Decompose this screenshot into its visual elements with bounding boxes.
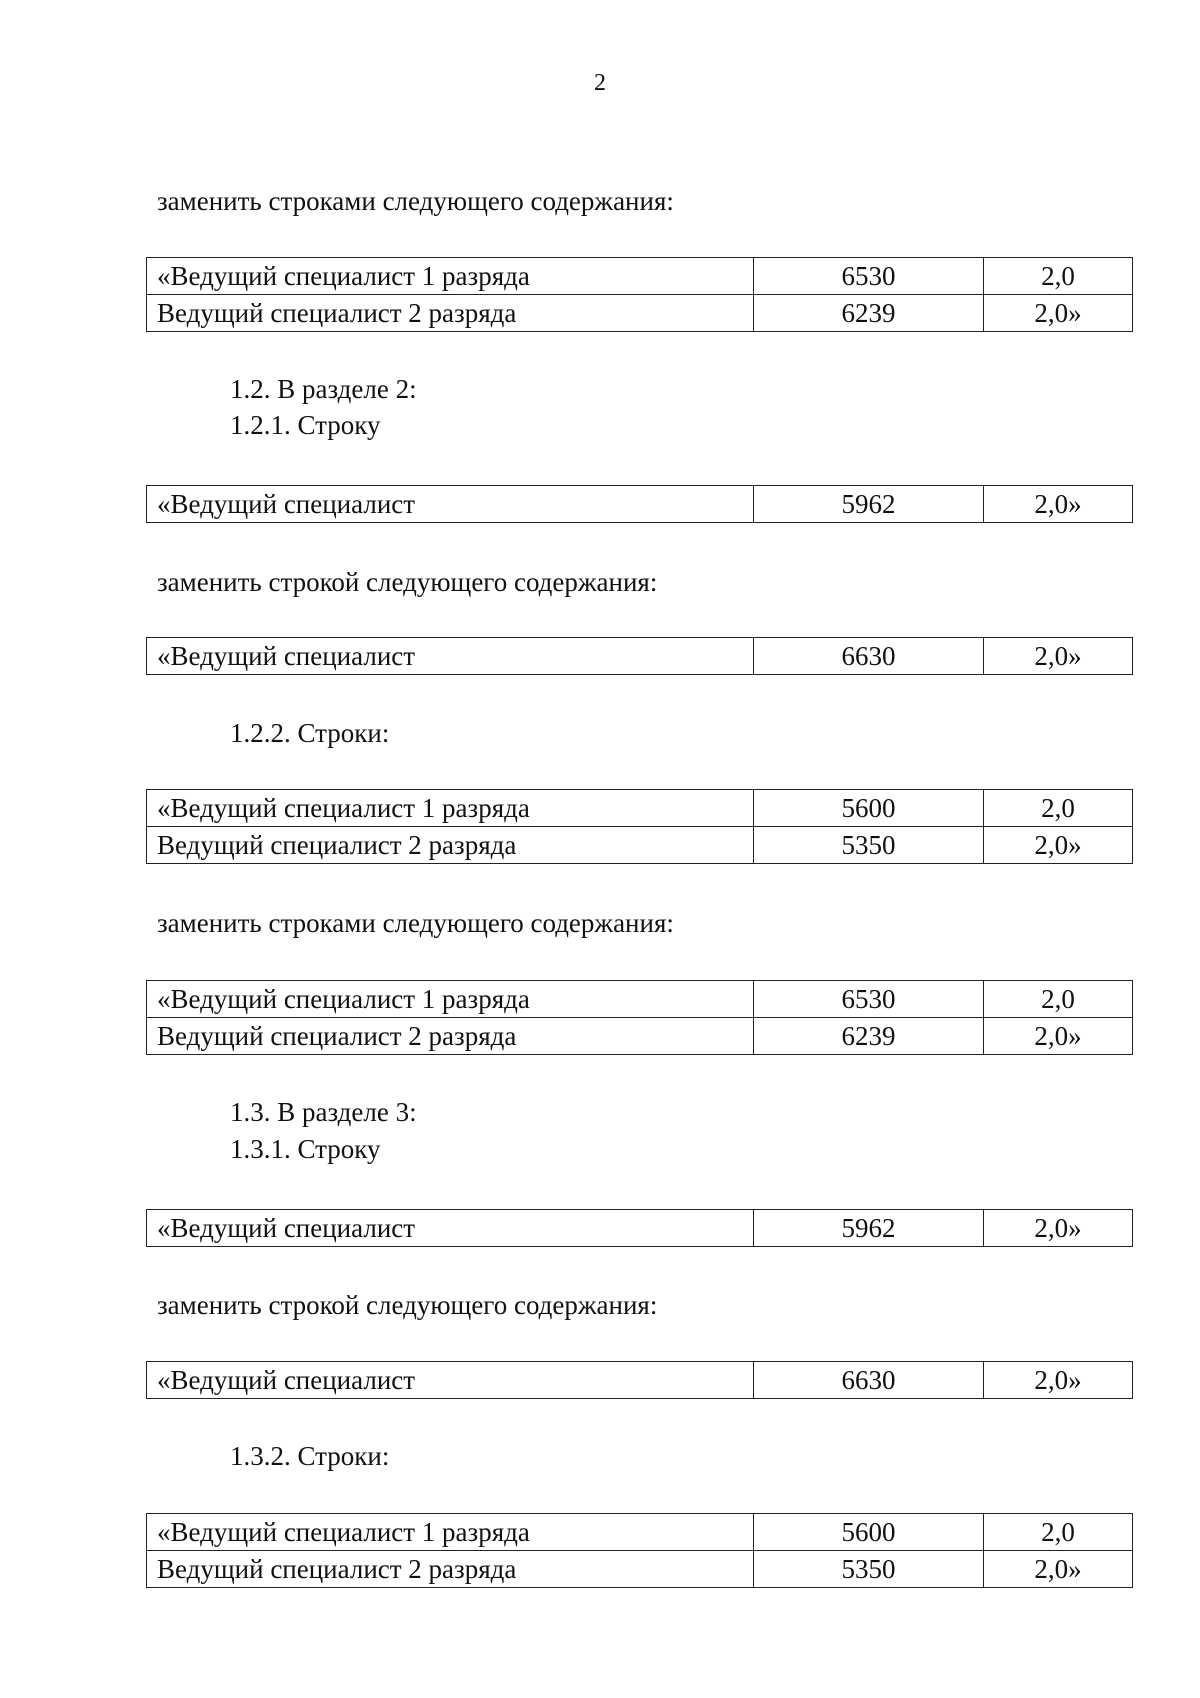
- salary-table: [146, 1209, 1133, 1247]
- instruction-text: заменить строкой следующего содержания:: [157, 567, 658, 597]
- coefficient-cell: 2,0»: [984, 827, 1133, 864]
- salary-cell: 5600: [754, 1514, 984, 1551]
- salary-cell: 5350: [754, 827, 984, 864]
- salary-cell: 6239: [754, 295, 984, 332]
- table-row: [147, 1018, 1133, 1055]
- position-title-cell: «Ведущий специалист 1 разряда: [147, 258, 754, 295]
- position-title-cell: «Ведущий специалист: [147, 486, 754, 523]
- salary-table: [146, 1361, 1133, 1399]
- table-row: [147, 638, 1133, 675]
- coefficient-cell: 2,0»: [984, 1018, 1133, 1055]
- table-row: [147, 1210, 1133, 1247]
- section-heading: 1.3. В разделе 3:: [230, 1097, 417, 1127]
- salary-cell: 6630: [754, 1362, 984, 1399]
- coefficient-cell: 2,0»: [984, 638, 1133, 675]
- salary-cell: 5962: [754, 486, 984, 523]
- coefficient-cell: 2,0»: [984, 1210, 1133, 1247]
- subsection-heading: 1.3.2. Строки:: [230, 1441, 390, 1471]
- instruction-text: заменить строками следующего содержания:: [157, 908, 674, 938]
- table-row: [147, 1551, 1133, 1588]
- coefficient-cell: 2,0: [984, 1514, 1133, 1551]
- salary-cell: 6530: [754, 981, 984, 1018]
- page-number: 2: [594, 70, 606, 96]
- subsection-heading: 1.2.1. Строку: [230, 410, 381, 440]
- coefficient-cell: 2,0: [984, 981, 1133, 1018]
- salary-table: [146, 980, 1133, 1055]
- position-title-cell: «Ведущий специалист: [147, 1362, 754, 1399]
- position-title-cell: Ведущий специалист 2 разряда: [147, 295, 754, 332]
- coefficient-cell: 2,0»: [984, 486, 1133, 523]
- position-title-cell: «Ведущий специалист 1 разряда: [147, 790, 754, 827]
- salary-table: [146, 485, 1133, 523]
- position-title-cell: «Ведущий специалист: [147, 1210, 754, 1247]
- table-row: [147, 1362, 1133, 1399]
- salary-cell: 6630: [754, 638, 984, 675]
- table-row: [147, 790, 1133, 827]
- salary-cell: 5350: [754, 1551, 984, 1588]
- table-row: [147, 827, 1133, 864]
- coefficient-cell: 2,0: [984, 258, 1133, 295]
- table-row: [147, 258, 1133, 295]
- subsection-heading: 1.3.1. Строку: [230, 1134, 381, 1164]
- salary-table: [146, 1513, 1133, 1588]
- table-row: [147, 486, 1133, 523]
- table-row: [147, 981, 1133, 1018]
- position-title-cell: «Ведущий специалист: [147, 638, 754, 675]
- instruction-text: заменить строками следующего содержания:: [157, 186, 674, 216]
- position-title-cell: «Ведущий специалист 1 разряда: [147, 1514, 754, 1551]
- salary-table: [146, 789, 1133, 864]
- section-heading: 1.2. В разделе 2:: [230, 374, 417, 404]
- table-row: [147, 295, 1133, 332]
- coefficient-cell: 2,0»: [984, 1551, 1133, 1588]
- salary-cell: 6530: [754, 258, 984, 295]
- coefficient-cell: 2,0»: [984, 1362, 1133, 1399]
- position-title-cell: Ведущий специалист 2 разряда: [147, 827, 754, 864]
- salary-cell: 6239: [754, 1018, 984, 1055]
- salary-table: [146, 257, 1133, 332]
- table-row: [147, 1514, 1133, 1551]
- position-title-cell: Ведущий специалист 2 разряда: [147, 1551, 754, 1588]
- salary-cell: 5962: [754, 1210, 984, 1247]
- coefficient-cell: 2,0»: [984, 295, 1133, 332]
- subsection-heading: 1.2.2. Строки:: [230, 718, 390, 748]
- position-title-cell: «Ведущий специалист 1 разряда: [147, 981, 754, 1018]
- salary-cell: 5600: [754, 790, 984, 827]
- coefficient-cell: 2,0: [984, 790, 1133, 827]
- position-title-cell: Ведущий специалист 2 разряда: [147, 1018, 754, 1055]
- instruction-text: заменить строкой следующего содержания:: [157, 1290, 658, 1320]
- salary-table: [146, 637, 1133, 675]
